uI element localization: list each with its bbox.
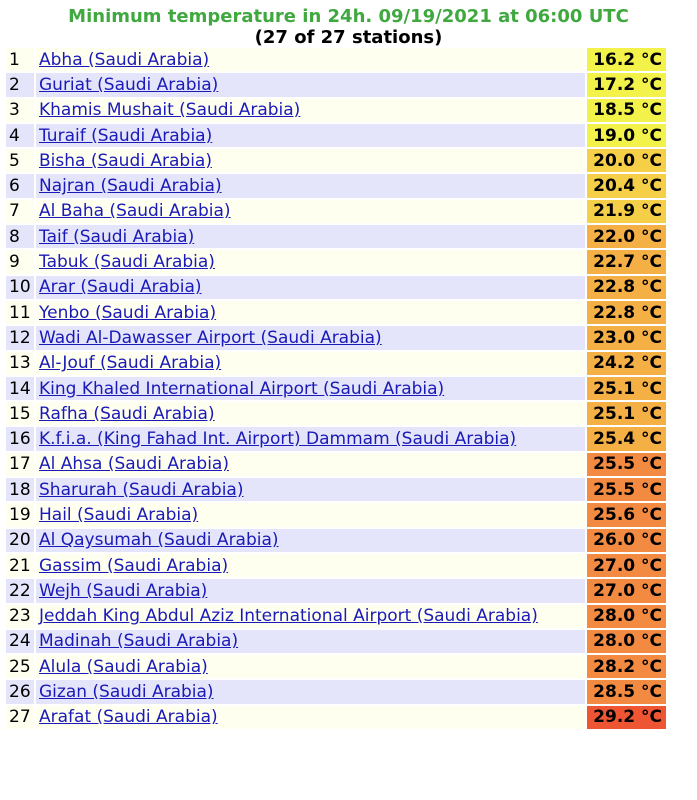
rank-cell: 21 [6, 554, 34, 577]
temperature-cell: 23.0 °C [587, 326, 666, 349]
station-cell [36, 99, 585, 122]
rank-cell: 3 [6, 99, 34, 122]
table-row [6, 250, 666, 273]
station-cell [36, 706, 585, 729]
temperature-cell: 28.0 °C [587, 605, 666, 628]
station-cell [36, 402, 585, 425]
rank-cell: 12 [6, 326, 34, 349]
rank-cell: 10 [6, 276, 34, 299]
station-link[interactable]: Abha (Saudi Arabia) [39, 49, 210, 70]
temperature-cell: 26.0 °C [587, 529, 666, 552]
table-row [6, 503, 666, 526]
station-link[interactable]: Khamis Mushait (Saudi Arabia) [39, 100, 301, 121]
temperature-cell: 22.8 °C [587, 276, 666, 299]
table-row [6, 73, 666, 96]
station-link[interactable]: Arafat (Saudi Arabia) [39, 707, 218, 728]
temperature-cell: 22.0 °C [587, 225, 666, 248]
station-cell [36, 352, 585, 375]
station-link[interactable]: Al Qaysumah (Saudi Arabia) [39, 530, 279, 551]
temperature-cell: 25.6 °C [587, 503, 666, 526]
temperature-cell: 25.1 °C [587, 402, 666, 425]
station-cell [36, 554, 585, 577]
table-row [6, 478, 666, 501]
table-row [6, 529, 666, 552]
rank-cell: 7 [6, 200, 34, 223]
table-row [6, 200, 666, 223]
station-link[interactable]: King Khaled International Airport (Saudi Arabia) [39, 378, 445, 399]
rank-cell: 15 [6, 402, 34, 425]
rank-cell: 24 [6, 630, 34, 653]
station-link[interactable]: Guriat (Saudi Arabia) [39, 74, 219, 95]
table-row [6, 706, 666, 729]
station-link[interactable]: Gassim (Saudi Arabia) [39, 555, 229, 576]
table-row [6, 579, 666, 602]
temperature-cell: 20.0 °C [587, 149, 666, 172]
station-link[interactable]: Najran (Saudi Arabia) [39, 176, 222, 197]
rank-cell: 8 [6, 225, 34, 248]
rank-cell: 16 [6, 427, 34, 450]
station-link[interactable]: Yenbo (Saudi Arabia) [39, 302, 217, 323]
station-cell [36, 124, 585, 147]
station-link[interactable]: Al-Jouf (Saudi Arabia) [39, 353, 222, 374]
station-cell [36, 250, 585, 273]
station-link[interactable]: Wadi Al-Dawasser Airport (Saudi Arabia) [39, 327, 382, 348]
station-link[interactable]: Jeddah King Abdul Aziz International Airport (Saudi Arabia) [39, 606, 538, 627]
temperature-cell: 27.0 °C [587, 554, 666, 577]
rank-cell: 18 [6, 478, 34, 501]
station-cell [36, 225, 585, 248]
rank-cell: 26 [6, 680, 34, 703]
table-row [6, 352, 666, 375]
station-cell [36, 301, 585, 324]
table-row [6, 124, 666, 147]
station-link[interactable]: Sharurah (Saudi Arabia) [39, 479, 244, 500]
rank-cell: 25 [6, 655, 34, 678]
page-header [0, 0, 697, 46]
station-link[interactable]: Rafha (Saudi Arabia) [39, 403, 215, 424]
station-cell [36, 680, 585, 703]
table-row [6, 630, 666, 653]
table-row [6, 377, 666, 400]
station-cell [36, 478, 585, 501]
rank-cell: 14 [6, 377, 34, 400]
table-row [6, 427, 666, 450]
rank-cell: 20 [6, 529, 34, 552]
temperature-cell: 27.0 °C [587, 579, 666, 602]
table-row [6, 276, 666, 299]
temperature-cell: 19.0 °C [587, 124, 666, 147]
rank-cell: 6 [6, 174, 34, 197]
station-cell [36, 655, 585, 678]
table-row [6, 225, 666, 248]
page-title: Minimum temperature in 24h. 09/19/2021 at 06:00 UTC [68, 6, 629, 27]
temperature-cell: 25.5 °C [587, 453, 666, 476]
station-cell [36, 630, 585, 653]
station-cell [36, 149, 585, 172]
rank-cell: 27 [6, 706, 34, 729]
temperature-cell: 18.5 °C [587, 99, 666, 122]
table-row [6, 48, 666, 71]
temperature-cell: 20.4 °C [587, 174, 666, 197]
station-cell [36, 48, 585, 71]
station-link[interactable]: Al Ahsa (Saudi Arabia) [39, 454, 229, 475]
station-cell [36, 503, 585, 526]
temperature-cell: 16.2 °C [587, 48, 666, 71]
table-row [6, 655, 666, 678]
rank-cell: 11 [6, 301, 34, 324]
table-row [6, 402, 666, 425]
rank-cell: 5 [6, 149, 34, 172]
station-cell [36, 200, 585, 223]
temperature-cell: 25.1 °C [587, 377, 666, 400]
rank-cell: 22 [6, 579, 34, 602]
temperature-cell: 22.8 °C [587, 301, 666, 324]
stations-table-body [6, 48, 666, 729]
station-cell [36, 605, 585, 628]
temperature-cell: 28.0 °C [587, 630, 666, 653]
table-row [6, 149, 666, 172]
temperature-cell: 25.4 °C [587, 427, 666, 450]
station-cell [36, 529, 585, 552]
rank-cell: 23 [6, 605, 34, 628]
table-row [6, 554, 666, 577]
station-link[interactable]: Bisha (Saudi Arabia) [39, 150, 212, 171]
station-link[interactable]: Turaif (Saudi Arabia) [39, 125, 213, 146]
rank-cell: 2 [6, 73, 34, 96]
station-link[interactable]: Taif (Saudi Arabia) [39, 226, 195, 247]
temperature-cell: 29.2 °C [587, 706, 666, 729]
station-link[interactable]: Wejh (Saudi Arabia) [39, 580, 208, 601]
station-link[interactable]: Gizan (Saudi Arabia) [39, 682, 214, 703]
station-link[interactable]: K.f.i.a. (King Fahad Int. Airport) Dammam (Saudi Arabia) [39, 429, 517, 450]
temperature-cell: 17.2 °C [587, 73, 666, 96]
temperature-cell: 28.2 °C [587, 655, 666, 678]
rank-cell: 13 [6, 352, 34, 375]
temperature-cell: 25.5 °C [587, 478, 666, 501]
station-cell [36, 276, 585, 299]
station-link[interactable]: Arar (Saudi Arabia) [39, 277, 202, 298]
temperature-cell: 28.5 °C [587, 680, 666, 703]
table-row [6, 301, 666, 324]
temperature-cell: 24.2 °C [587, 352, 666, 375]
table-row [6, 453, 666, 476]
station-cell [36, 73, 585, 96]
station-link[interactable]: Alula (Saudi Arabia) [39, 656, 208, 677]
rank-cell: 17 [6, 453, 34, 476]
rank-cell: 9 [6, 250, 34, 273]
table-row [6, 326, 666, 349]
table-row [6, 174, 666, 197]
temperature-cell: 21.9 °C [587, 200, 666, 223]
table-row [6, 99, 666, 122]
station-cell [36, 326, 585, 349]
rank-cell: 4 [6, 124, 34, 147]
table-row [6, 605, 666, 628]
station-link[interactable]: Tabuk (Saudi Arabia) [39, 252, 215, 273]
rank-cell: 1 [6, 48, 34, 71]
table-row [6, 680, 666, 703]
station-count: (27 of 27 stations) [254, 27, 443, 48]
stations-table [4, 46, 668, 731]
rank-cell: 19 [6, 503, 34, 526]
station-link[interactable]: Al Baha (Saudi Arabia) [39, 201, 231, 222]
station-cell [36, 453, 585, 476]
station-cell [36, 174, 585, 197]
station-cell [36, 579, 585, 602]
station-link[interactable]: Madinah (Saudi Arabia) [39, 631, 239, 652]
station-link[interactable]: Hail (Saudi Arabia) [39, 504, 199, 525]
station-cell [36, 427, 585, 450]
station-cell [36, 377, 585, 400]
temperature-cell: 22.7 °C [587, 250, 666, 273]
